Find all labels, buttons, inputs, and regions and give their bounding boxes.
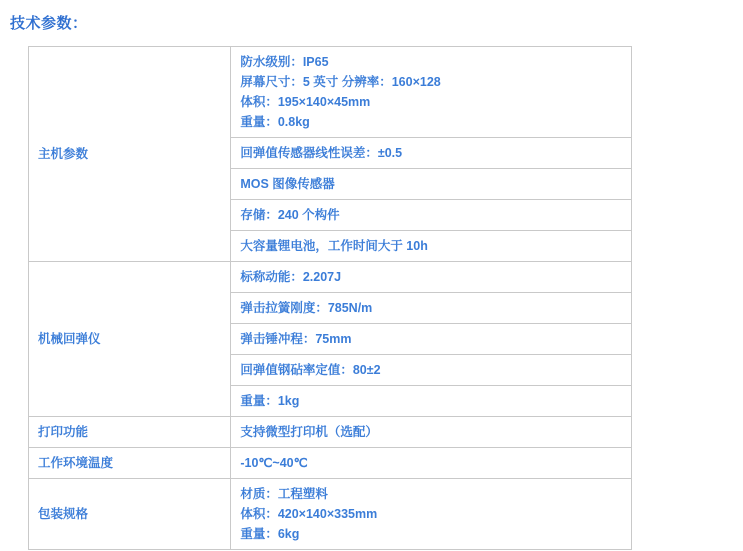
value-line: 重量：1kg xyxy=(240,394,300,408)
table-row xyxy=(29,448,632,479)
cell-value xyxy=(231,138,632,169)
row-label-operating-temperature: 工作环境温度 xyxy=(29,448,231,479)
table-row xyxy=(29,479,632,550)
page-title: 技术参数： xyxy=(10,15,88,32)
value-line: 重量：0.8kg xyxy=(240,115,310,129)
cell-value xyxy=(231,231,632,262)
table-row xyxy=(29,262,632,293)
value-line: 体积：195×140×45mm xyxy=(240,95,371,109)
cell-value xyxy=(231,355,632,386)
cell-value xyxy=(231,47,632,138)
row-label-host-params: 主机参数 xyxy=(29,47,231,262)
value-line: 标称动能：2.207J xyxy=(240,270,342,284)
table-row xyxy=(29,47,632,138)
row-label-packaging-spec: 包装规格 xyxy=(29,479,231,550)
table-body xyxy=(29,47,632,550)
value-line: 回弹值钢砧率定值：80±2 xyxy=(240,363,381,377)
value-line: 存储：240 个构件 xyxy=(240,208,340,222)
row-label-mechanical-rebound-hammer: 机械回弹仪 xyxy=(29,262,231,417)
value-line: 材质：工程塑料 xyxy=(240,487,328,501)
value-line: 体积：420×140×335mm xyxy=(240,507,378,521)
cell-value xyxy=(231,448,632,479)
cell-value xyxy=(231,262,632,293)
cell-value xyxy=(231,417,632,448)
cell-value xyxy=(231,479,632,550)
value-line: MOS 图像传感器 xyxy=(240,177,335,191)
cell-value xyxy=(231,293,632,324)
value-line: -10℃~40℃ xyxy=(240,456,308,470)
value-line: 回弹值传感器线性误差：±0.5 xyxy=(240,146,403,160)
value-line: 重量：6kg xyxy=(240,527,300,541)
value-line: 弹击锤冲程：75mm xyxy=(240,332,352,346)
technical-specifications-table xyxy=(28,46,632,550)
value-line: 大容量锂电池，工作时间大于 10h xyxy=(240,239,428,253)
table-row xyxy=(29,417,632,448)
cell-value xyxy=(231,324,632,355)
value-line: 屏幕尺寸：5 英寸 分辨率：160×128 xyxy=(240,75,441,89)
value-line: 弹击拉簧刚度：785N/m xyxy=(240,301,373,315)
value-line: 支持微型打印机（选配） xyxy=(240,425,378,439)
value-line: 防水级别：IP65 xyxy=(240,55,329,69)
cell-value xyxy=(231,386,632,417)
row-label-print-function: 打印功能 xyxy=(29,417,231,448)
cell-value xyxy=(231,200,632,231)
cell-value xyxy=(231,169,632,200)
